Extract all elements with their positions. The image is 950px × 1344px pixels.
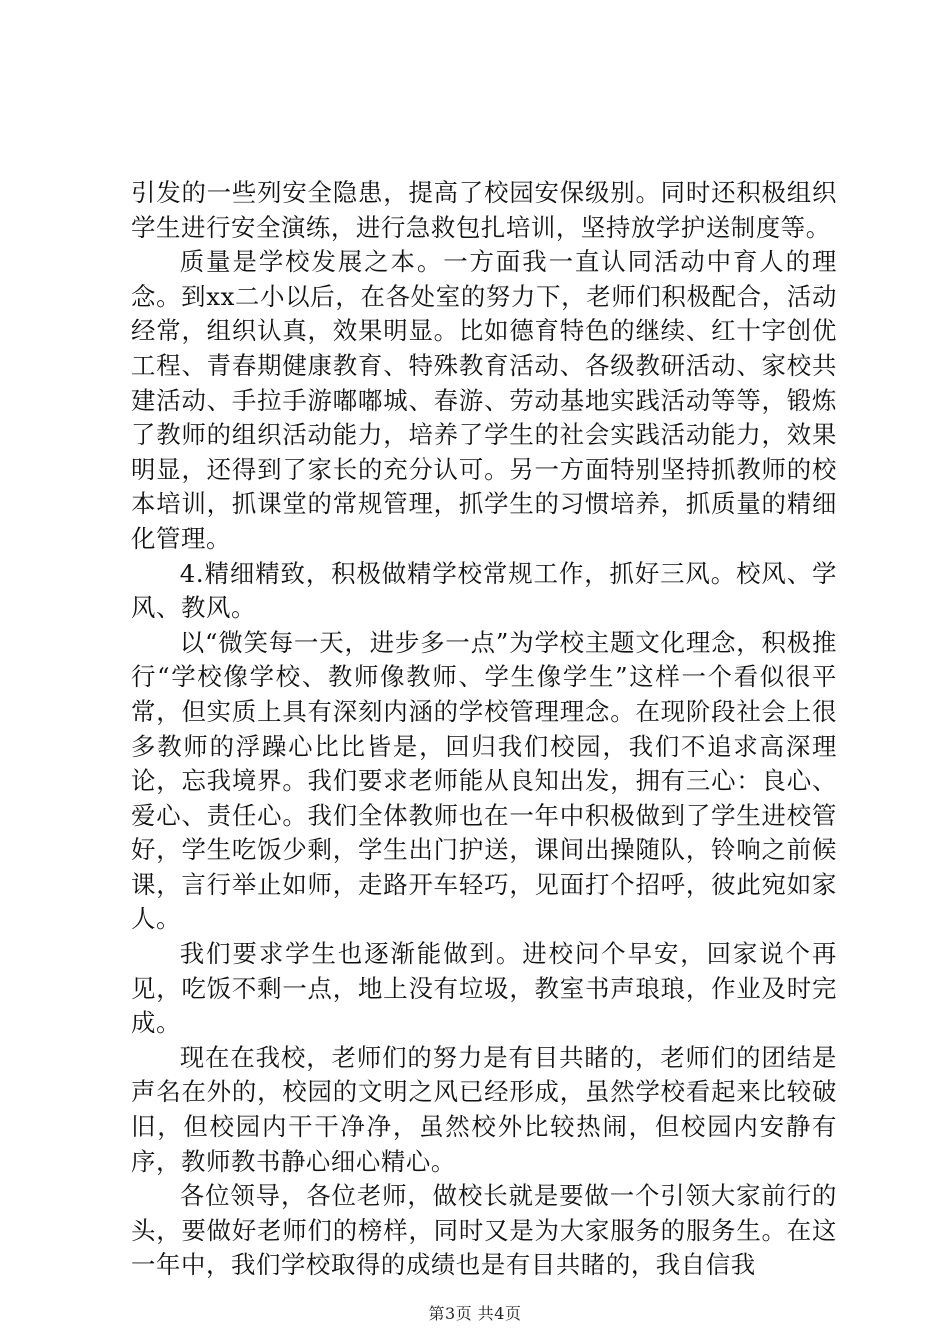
paragraph-student-requirements: 我们要求学生也逐渐能做到。进校问个早安，回家说个再见，吃饭不剩一点，地上没有垃圾，教室书声琅琅，作业及时完成。: [131, 939, 837, 1038]
document-body: [131, 176, 837, 1283]
paragraph-school-culture: 以“微笑每一天，进步多一点”为学校主题文化理念，积极推行“学校像学校、教师像教师、学生像学生”这样一个看似很平常，但实质上具有深刻内涵的学校管理理念。在现阶段社会上很多教师的浮躁心比比皆是，回归我们校园，我们不追求高深理论，忘我境界。我们要求老师能从良知出发，拥有三心：良心、爱心、责任心。我们全体教师也在一年中积极做到了学生进校管好，学生吃饭少剩，学生出门护送，课间出操随队，铃响之前候课，言行举止如师，走路开车轻巧，见面打个招呼，彼此宛如家人。: [131, 627, 837, 934]
paragraph-continuation: 引发的一些列安全隐患，提高了校园安保级别。同时还积极组织学生进行安全演练，进行急救包扎培训，坚持放学护送制度等。: [131, 178, 837, 242]
paragraph-section-4-heading: 4.精细精致，积极做精学校常规工作，抓好三风。校风、学风、教风。: [131, 558, 837, 623]
page-footer: 第3页 共4页: [428, 1304, 522, 1323]
paragraph-quality: 质量是学校发展之本。一方面我一直认同活动中育人的理念。到xx二小以后，在各处室的努力下，老师们积极配合，活动经常，组织认真，效果明显。比如德育特色的继续、红十字创优工程、青春期健康教育、特殊教育活动、各级教研活动、家校共建活动、手拉手游嘟嘟城、春游、劳动基地实践活动等等，锻炼了教师的组织活动能力，培养了学生的社会实践活动能力，效果明显，还得到了家长的充分认可。另一方面特别坚持抓教师的校本培训，抓课堂的常规管理，抓学生的习惯培养，抓质量的精细化管理。: [131, 247, 837, 553]
paragraph-address-leaders: 各位领导，各位老师，做校长就是要做一个引领大家前行的头，要做好老师们的榜样，同时又是为大家服务的服务生。在这一年中，我们学校取得的成绩也是有目共睹的，我自信我: [131, 1181, 837, 1280]
paragraph-current-state: 现在在我校，老师们的努力是有目共睹的，老师们的团结是声名在外的，校园的文明之风已经形成，虽然学校看起来比较破旧，但校园内干干净净，虽然校外比较热闹，但校园内安静有序，教师教书静心细心精心。: [131, 1042, 837, 1176]
